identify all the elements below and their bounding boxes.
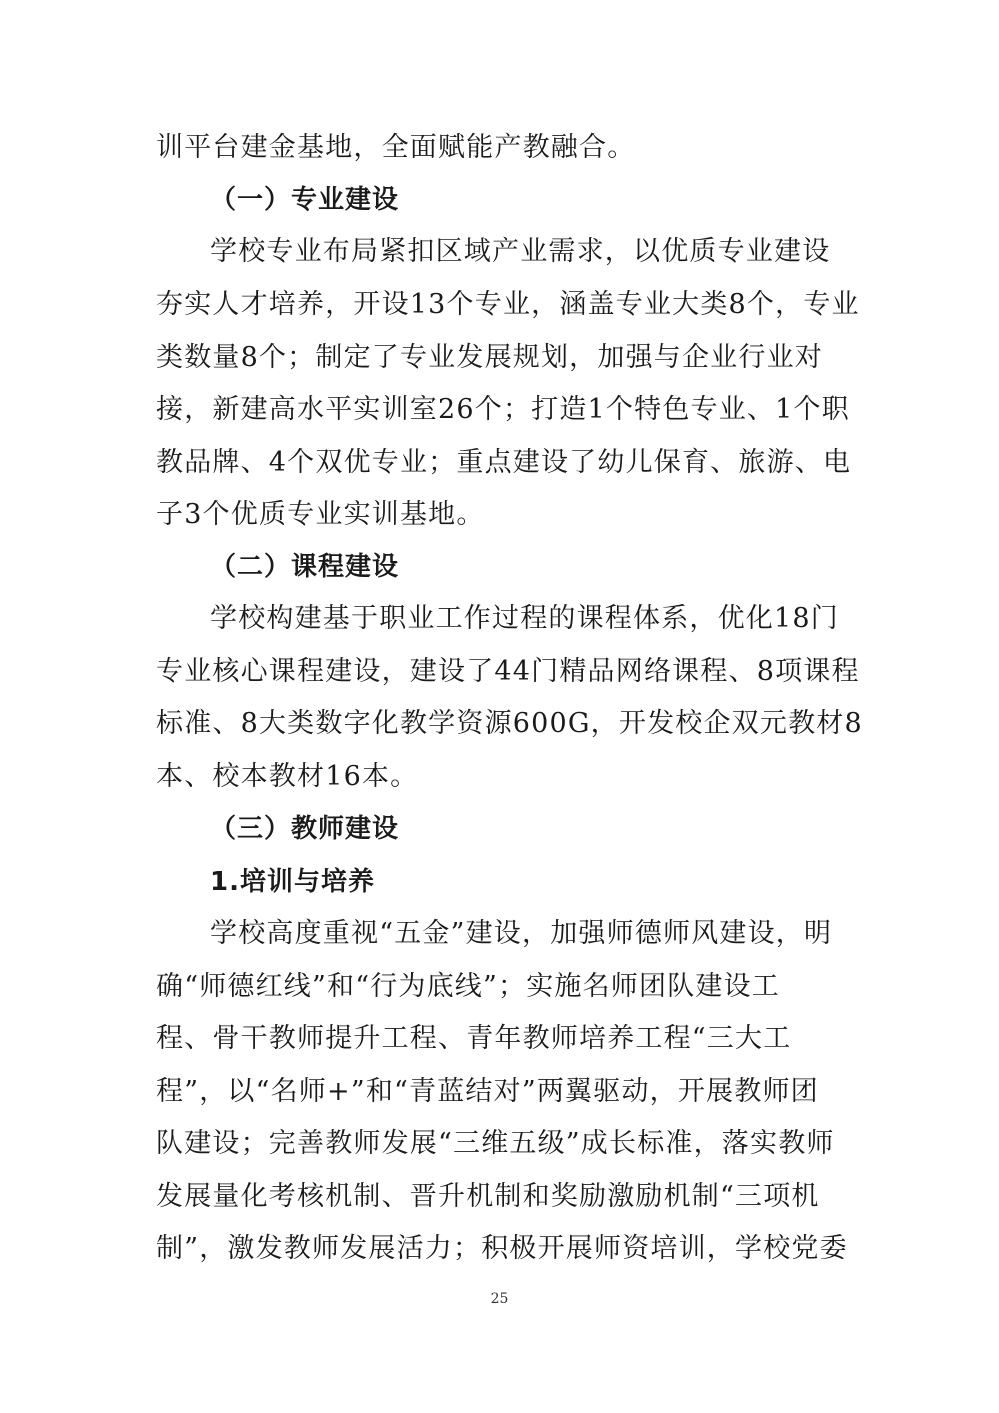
section-heading-3: （三）教师建设 <box>210 814 400 844</box>
section-heading-2: （二）课程建设 <box>210 552 400 582</box>
body-line: 夯实人才培养，开设13个专业，涵盖专业大类8个，专业 <box>156 289 860 320</box>
body-line: 确“师德红线”和“行为底线”；实施名师团队建设工 <box>156 971 781 1002</box>
section-heading-1: （一）专业建设 <box>210 185 400 215</box>
body-line: 程”，以“名师+”和“青蓝结对”两翼驱动，开展教师团 <box>156 1076 819 1107</box>
body-line: 子3个优质专业实训基地。 <box>156 499 485 530</box>
body-line: 学校专业布局紧扣区域产业需求，以优质专业建设 <box>210 236 831 267</box>
body-line: 教品牌、4个双优专业；重点建设了幼儿保育、旅游、电 <box>156 447 852 478</box>
body-line: 程、骨干教师提升工程、青年教师培养工程“三大工 <box>156 1023 792 1054</box>
subsection-heading: 1.培训与培养 <box>210 867 375 897</box>
body-line: 类数量8个；制定了专业发展规划，加强与企业行业对 <box>156 342 823 373</box>
body-line: 学校高度重视“五金”建设，加强师德师风建设，明 <box>210 918 833 949</box>
body-line: 制”，激发教师发展活力；积极开展师资培训，学校党委 <box>156 1233 848 1264</box>
body-line: 队建设；完善教师发展“三维五级”成长标准，落实教师 <box>156 1128 835 1159</box>
body-line: 学校构建基于职业工作过程的课程体系，优化18门 <box>210 603 839 634</box>
body-line: 专业核心课程建设，建设了44门精品网络课程、8项课程 <box>156 656 860 687</box>
body-line: 本、校本教材16本。 <box>156 761 419 792</box>
body-line: 训平台建金基地，全面赋能产教融合。 <box>156 132 636 163</box>
body-line: 标准、8大类数字化教学资源600G，开发校企双元教材8 <box>156 708 863 739</box>
body-line: 接，新建高水平实训室26个；打造1个特色专业、1个职 <box>156 394 850 425</box>
page-number: 25 <box>490 1291 509 1307</box>
body-line: 发展量化考核机制、晋升机制和奖励激励机制“三项机 <box>156 1181 820 1212</box>
